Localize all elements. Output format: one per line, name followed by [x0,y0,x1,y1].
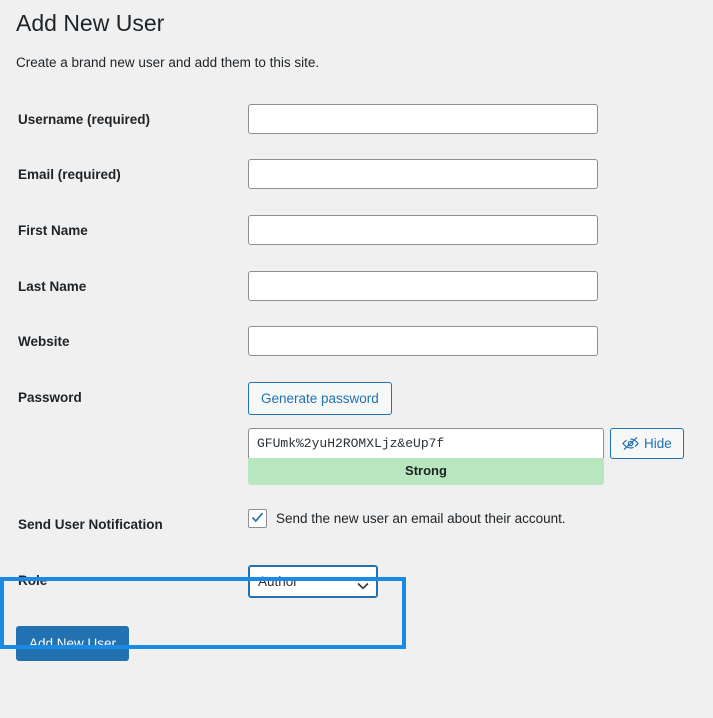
hide-password-button[interactable] [610,428,684,459]
email-label: Email (required) [18,167,121,183]
form-row-send-notification [16,497,697,553]
last-name-input[interactable] [248,271,598,301]
website-input[interactable] [248,326,598,356]
send-notification-label: Send User Notification [18,517,163,533]
generate-password-button[interactable]: Generate password [248,382,392,416]
role-select-wrap [248,565,378,598]
form-row-password [16,370,697,498]
first-name-input[interactable] [248,215,598,245]
form-row-username [16,92,697,148]
password-strength-indicator: Strong [248,458,604,485]
username-input[interactable] [248,104,598,134]
form-row-last-name [16,259,697,315]
send-notification-checkbox[interactable] [248,509,267,528]
password-field-group [248,428,687,485]
form-row-email [16,147,697,203]
page-title: Add New User [16,10,165,36]
page-subtitle: Create a brand new user and add them to this site. [16,54,320,70]
role-label: Role [18,572,48,588]
add-new-user-button[interactable]: Add New User [16,626,129,662]
send-notification-text: Send the new user an email about their account. [276,511,566,527]
hide-password-label: Hide [644,435,672,451]
form-row-website [16,314,697,370]
eye-slash-icon [622,436,639,451]
submit-area [16,626,697,672]
password-input[interactable] [248,428,604,458]
send-notification-checkbox-row[interactable] [248,509,687,528]
email-input[interactable] [248,159,598,189]
form-row-first-name [16,203,697,259]
password-label: Password [18,389,82,405]
role-select[interactable] [248,565,378,598]
last-name-label: Last Name [18,278,87,294]
first-name-label: First Name [18,222,88,238]
form-row-role [16,553,697,610]
website-label: Website [18,334,70,350]
username-label: Username (required) [18,111,151,127]
add-user-form [16,92,697,610]
